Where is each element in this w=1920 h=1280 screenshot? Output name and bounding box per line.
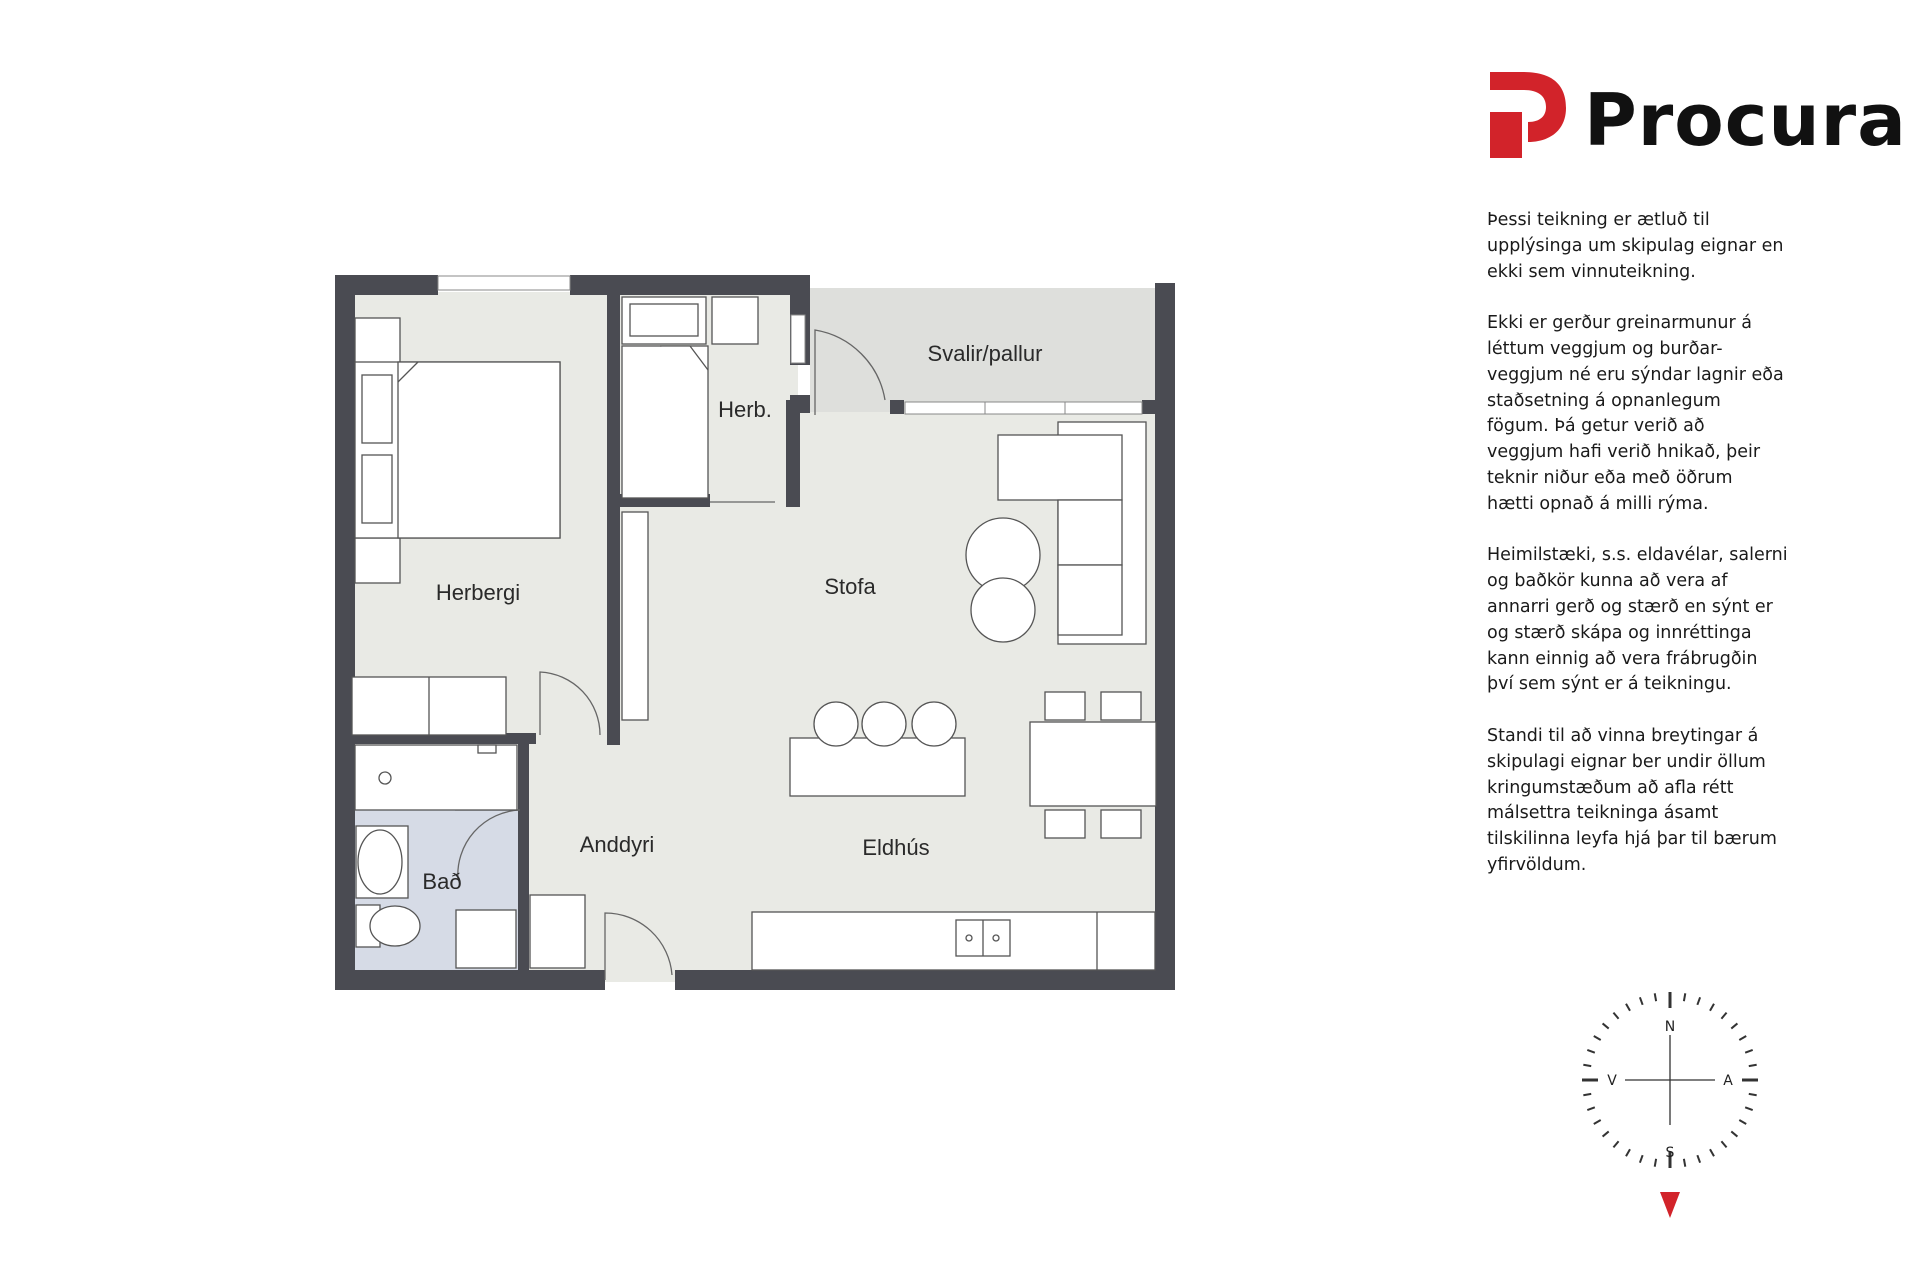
- procura-logo-icon: [1488, 70, 1568, 160]
- compass-tick: [1587, 1050, 1595, 1053]
- compass-tick: [1594, 1120, 1601, 1124]
- room-label-herb: Herb.: [718, 397, 772, 422]
- compass-tick: [1749, 1065, 1757, 1066]
- room-label-eldhus: Eldhús: [862, 835, 930, 860]
- sink: [356, 826, 408, 898]
- partition-shelf: [622, 512, 648, 720]
- compass-tick: [1603, 1131, 1609, 1136]
- bath-cabinet: [456, 910, 516, 968]
- compass-tick: [1583, 1065, 1591, 1066]
- compass-north: N: [1664, 1019, 1676, 1035]
- compass-tick: [1749, 1094, 1757, 1095]
- compass-tick: [1710, 1149, 1714, 1156]
- compass-tick: [1587, 1107, 1595, 1110]
- compass-tick: [1697, 997, 1700, 1005]
- compass-tick: [1739, 1120, 1746, 1124]
- compass-pointer-icon: [1660, 1192, 1680, 1218]
- compass-tick: [1731, 1131, 1737, 1136]
- toilet: [356, 905, 420, 947]
- room-label-svalir: Svalir/pallur: [927, 341, 1043, 366]
- compass-tick: [1626, 1149, 1630, 1156]
- compass-tick: [1613, 1013, 1618, 1019]
- room-label-anddyri: Anddyri: [579, 832, 655, 857]
- disclaimer-paragraph: Ekki er gerður greinarmunur á léttum veggjum og burðar- veggjum né eru sýndar lagnir eða staðsetning á opnanlegum fögum. Þá getur verið að veggjum hafi verið hnikað, þeir teknir niður eða með öðrum hætti opnað á milli rýma.: [1487, 313, 1784, 514]
- compass-tick: [1613, 1141, 1618, 1147]
- compass-tick: [1721, 1013, 1726, 1019]
- compass-icon: [1560, 975, 1780, 1235]
- compass-east: A: [1723, 1073, 1733, 1089]
- compass-tick: [1721, 1141, 1726, 1147]
- compass-tick: [1731, 1023, 1737, 1028]
- bathtub: [355, 745, 517, 810]
- compass-tick: [1603, 1023, 1609, 1028]
- coffee-tables: [966, 518, 1040, 642]
- room-label-stofa: Stofa: [824, 574, 876, 599]
- compass-tick: [1655, 993, 1656, 1001]
- compass-tick: [1655, 1159, 1656, 1167]
- compass-tick: [1594, 1036, 1601, 1040]
- compass-tick: [1684, 1159, 1685, 1167]
- disclaimer-paragraph: Heimilstæki, s.s. eldavélar, salerni og baðkör kunna að vera af annarri gerð og stærð en sýnt er og stærð skápa og innréttinga kann einnig að vera frábrugðin því sem sýnt er á teikningu.: [1487, 545, 1788, 695]
- compass-tick: [1745, 1050, 1753, 1053]
- disclaimer-paragraph: Þessi teikning er ætluð til upplýsinga um skipulag eignar en ekki sem vinnuteikning.: [1487, 210, 1784, 282]
- compass-tick: [1710, 1004, 1714, 1011]
- disclaimer: [1487, 208, 1817, 905]
- disclaimer-paragraph: Standi til að vinna breytingar á skipulagi eignar ber undir öllum kringumstæðum að afla rétt málsettra teikninga ásamt tilskilinna leyfa hjá þar til bærum yfirvöldum.: [1487, 725, 1777, 875]
- brand-name: Procura: [1584, 78, 1907, 162]
- compass-tick: [1626, 1004, 1630, 1011]
- room-label-bad: Bað: [422, 869, 462, 894]
- compass-tick: [1697, 1155, 1700, 1163]
- kitchen-island: [790, 702, 965, 796]
- room-label-herbergi: Herbergi: [435, 580, 521, 605]
- compass-tick: [1684, 993, 1685, 1001]
- compass-south: S: [1665, 1145, 1675, 1161]
- compass-tick: [1739, 1036, 1746, 1040]
- compass-tick: [1583, 1094, 1591, 1095]
- hall-cabinet: [530, 895, 585, 968]
- wardrobe: [352, 677, 506, 735]
- kitchen-counter: [752, 912, 1155, 970]
- compass-west: V: [1607, 1073, 1617, 1089]
- compass-tick: [1640, 997, 1643, 1005]
- compass-tick: [1640, 1155, 1643, 1163]
- compass-tick: [1745, 1107, 1753, 1110]
